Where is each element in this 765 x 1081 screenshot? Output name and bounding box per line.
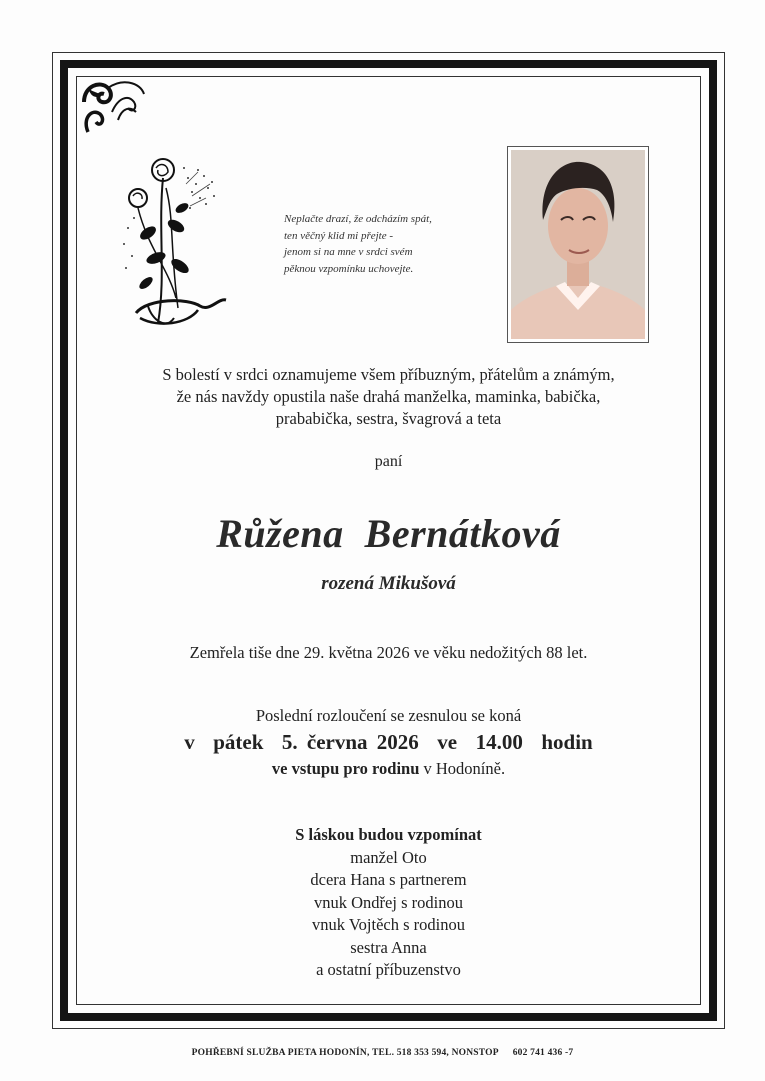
farewell-location-bold: ve vstupu pro rodinu [271, 759, 420, 778]
poem-line: pěknou vzpomínku uchovejte. [284, 262, 414, 275]
portrait-icon [511, 150, 645, 339]
poem [284, 211, 484, 277]
mourners [76, 824, 701, 982]
mourner-item: vnuk Ondřej s rodinou [314, 892, 463, 912]
rose-bouquet-icon [118, 148, 233, 343]
funeral-service-footer [0, 1048, 765, 1058]
portrait-photo [507, 146, 649, 343]
intro-line: S bolestí v srdci oznamujeme všem příbuzným, přátelům a známým, [162, 365, 615, 384]
footer-phone: 602 741 436 -7 [512, 1048, 574, 1058]
poem-line: jenom si na mne v srdci svém [284, 246, 413, 258]
mourner-item: dcera Hana s partnerem [310, 870, 467, 889]
mourner-item: sestra Anna [350, 937, 427, 957]
poem-line: Neplačte drazí, že odcházím spát, [284, 213, 432, 225]
farewell-datetime: v pátek 5. června 2026 ve 14.00 hodin [184, 730, 593, 754]
intro-line: prababička, sestra, švagrová a teta [275, 409, 502, 428]
poem-line: ten věčný klid mi přejte - [284, 229, 394, 242]
corner-ornament-icon [78, 72, 148, 147]
mourners-title: S láskou budou vzpomínat [295, 825, 482, 844]
farewell-intro: Poslední rozloučení se zesnulou se koná [255, 706, 522, 725]
deceased-name: Růžena Bernátková [216, 511, 561, 556]
farewell-location [76, 759, 701, 779]
mourner-item: vnuk Vojtěch s rodinou [312, 915, 465, 934]
intro-line: že nás navždy opustila naše drahá manželka, maminka, babička, [176, 387, 601, 406]
salutation: paní [374, 453, 403, 470]
death-notice: Zemřela tiše dne 29. května 2026 ve věku nedožitých 88 let. [189, 643, 588, 662]
footer-company: POHŘEBNÍ SLUŽBA PIETA HODONÍN, TEL. 518 353 594, NONSTOP [191, 1048, 499, 1058]
farewell-location-rest: v Hodoníně. [419, 759, 506, 778]
maiden-name: rozená Mikušová [321, 573, 456, 594]
mourner-item: manžel Oto [350, 847, 427, 867]
mourner-item: a ostatní příbuzenstvo [316, 960, 461, 979]
announcement-intro [76, 364, 701, 430]
